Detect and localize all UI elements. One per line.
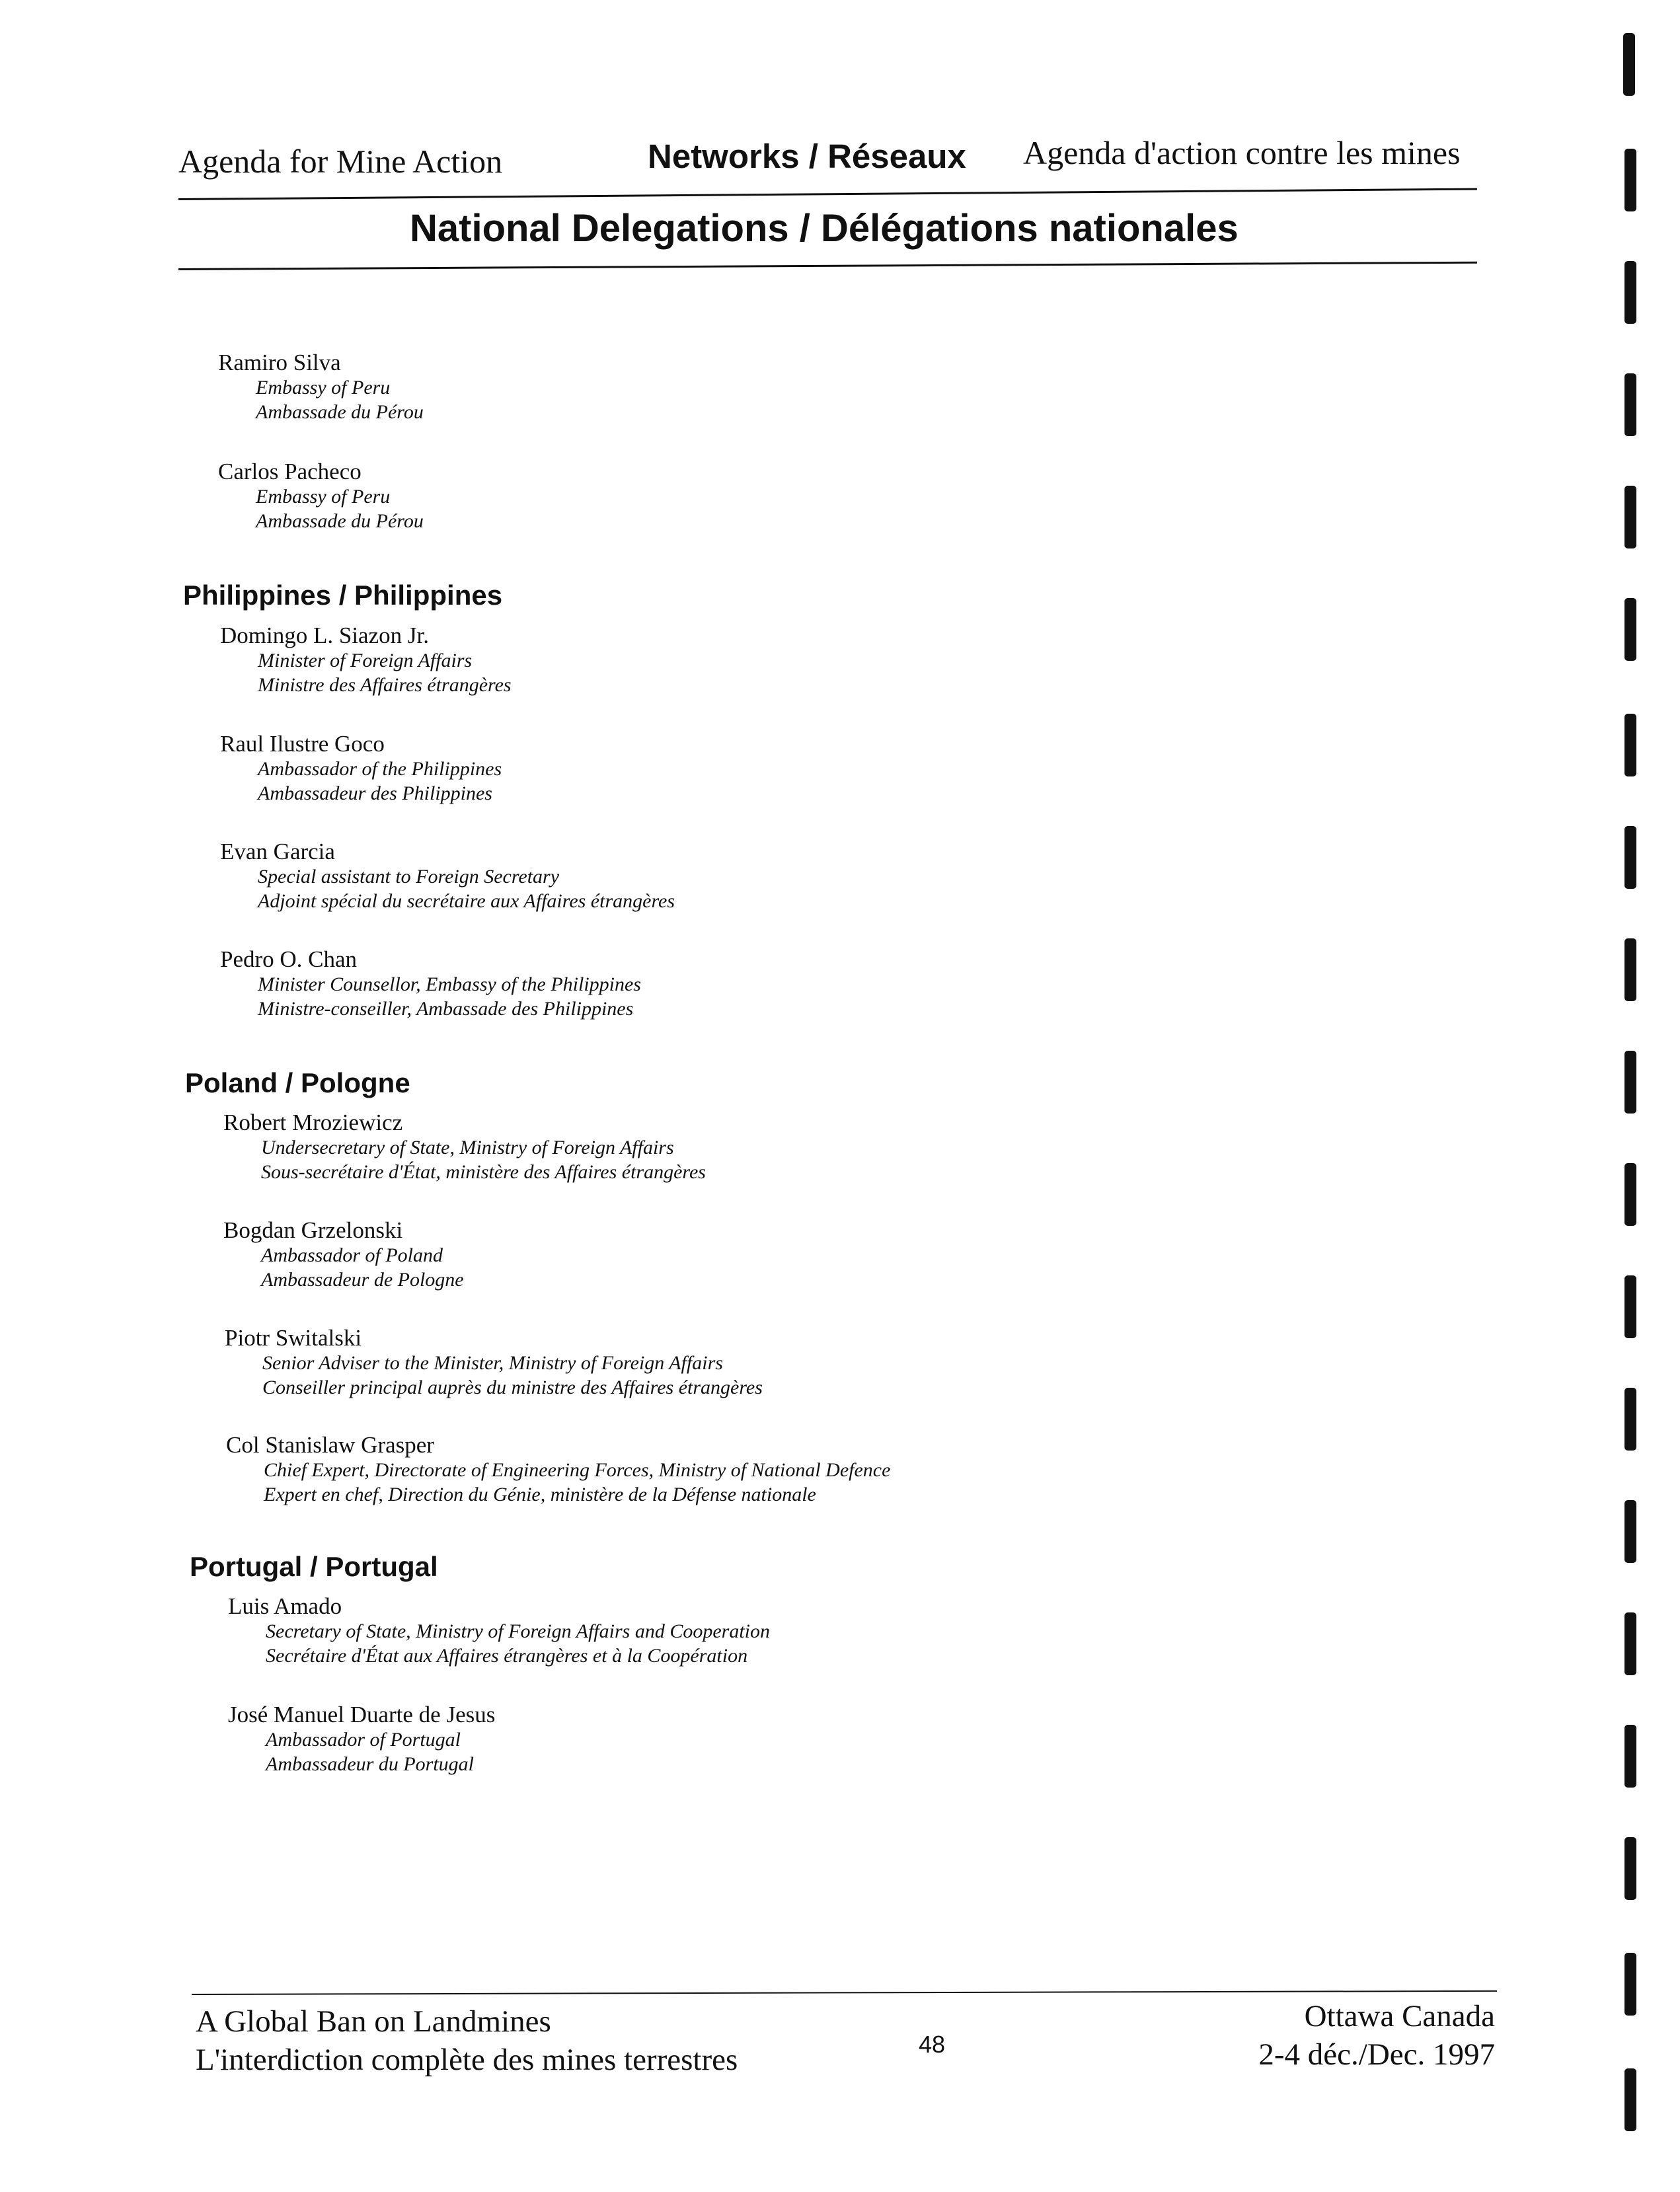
delegate-role-en: Minister of Foreign Affairs [258,650,473,671]
delegate-name: Evan Garcia [220,839,335,864]
delegate-name: Col Stanislaw Grasper [226,1432,434,1458]
delegate-entry [218,459,424,533]
header-rule [178,188,1477,200]
delegate-entry [218,350,424,424]
delegate-entry [226,1433,890,1507]
delegate-name: Domingo L. Siazon Jr. [220,623,429,648]
delegate-role-fr: Ambassadeur du Portugal [266,1753,474,1775]
section-heading-portugal: Portugal / Portugal [190,1551,438,1582]
binding-mark [1624,598,1636,661]
delegate-name: Carlos Pacheco [218,459,362,484]
binding-mark [1624,261,1636,324]
delegate-role-en: Secretary of State, Ministry of Foreign Affairs and Cooperation [266,1620,770,1642]
page-title: National Delegations / Délégations nationales [410,207,1239,250]
delegate-role-fr: Sous-secrétaire d'État, ministère des Affaires étrangères [261,1161,706,1183]
title-rule [178,262,1477,270]
binding-mark [1623,33,1635,96]
section-heading-philippines: Philippines / Philippines [183,580,503,611]
delegate-name: Robert Mroziewicz [223,1110,403,1135]
delegate-role-en: Senior Adviser to the Minister, Ministry of Foreign Affairs [262,1352,723,1374]
binding-mark [1624,1837,1636,1900]
delegate-role-fr: Ambassade du Pérou [256,510,424,532]
delegate-name: Luis Amado [228,1593,342,1619]
delegate-role-en: Ambassador of Portugal [266,1729,461,1751]
binding-mark [1624,938,1636,1001]
binding-mark [1624,1725,1636,1788]
binding-mark [1624,1500,1636,1563]
delegate-entry [225,1326,763,1400]
header-left-title: Agenda for Mine Action [178,143,503,180]
delegate-role-en: Undersecretary of State, Ministry of Foreign Affairs [261,1137,674,1158]
delegate-entry [223,1110,706,1184]
footer-right [1203,1997,1495,2074]
binding-mark [1624,2068,1636,2131]
footer-right-line2: 2-4 déc./Dec. 1997 [1258,2037,1495,2072]
binding-mark [1624,373,1636,436]
delegate-name: Piotr Switalski [225,1325,362,1351]
binding-mark [1624,1953,1636,2016]
footer-left [196,2002,738,2079]
page-number: 48 [919,2031,946,2058]
delegate-entry [220,947,641,1021]
binding-mark [1624,1275,1636,1338]
binding-mark [1624,1388,1636,1451]
binding-mark [1624,714,1636,776]
header-center-title: Networks / Réseaux [648,137,966,175]
binding-mark [1624,486,1636,548]
binding-mark [1624,1163,1636,1226]
delegate-role-fr: Ministre-conseiller, Ambassade des Philippines [258,998,634,1020]
delegate-role-fr: Ministre des Affaires étrangères [258,674,512,696]
delegate-name: José Manuel Duarte de Jesus [228,1702,496,1727]
delegate-role-fr: Expert en chef, Direction du Génie, ministère de la Défense nationale [264,1484,816,1505]
binding-mark [1624,826,1636,889]
delegate-name: Ramiro Silva [218,350,341,375]
delegate-entry [228,1702,495,1776]
delegate-name: Pedro O. Chan [220,946,358,972]
delegate-role-en: Embassy of Peru [256,377,391,398]
delegate-role-fr: Conseiller principal auprès du ministre des Affaires étrangères [262,1377,763,1398]
delegate-role-en: Special assistant to Foreign Secretary [258,866,560,888]
delegate-entry [220,839,675,913]
delegate-name: Raul Ilustre Goco [220,731,385,757]
delegate-role-en: Minister Counsellor, Embassy of the Philippines [258,973,641,995]
delegate-name: Bogdan Grzelonski [223,1217,403,1243]
footer-left-line1: A Global Ban on Landmines [196,2004,551,2039]
footer-rule [192,1990,1497,1995]
binding-mark [1624,1612,1636,1675]
footer-left-line2: L'interdiction complète des mines terrestres [196,2043,738,2077]
binding-mark [1624,1051,1636,1114]
delegate-role-fr: Ambassade du Pérou [256,401,424,423]
footer-right-line1: Ottawa Canada [1304,1999,1495,2033]
header-right-title: Agenda d'action contre les mines [1023,134,1461,171]
delegate-entry [228,1594,770,1668]
delegate-entry [220,623,512,697]
binding-mark [1624,149,1636,211]
delegate-entry [223,1218,464,1292]
delegate-role-en: Embassy of Peru [256,486,391,508]
delegate-role-fr: Ambassadeur des Philippines [258,782,492,804]
delegate-role-fr: Secrétaire d'État aux Affaires étrangères et à la Coopération [266,1645,748,1667]
delegate-role-en: Chief Expert, Directorate of Engineering Forces, Ministry of National Defence [264,1459,891,1481]
delegate-role-en: Ambassador of Poland [261,1244,443,1266]
delegate-role-fr: Ambassadeur de Pologne [261,1269,464,1291]
delegate-role-fr: Adjoint spécial du secrétaire aux Affaires étrangères [258,890,675,912]
section-heading-poland: Poland / Pologne [185,1067,410,1098]
delegate-entry [220,732,502,806]
delegate-role-en: Ambassador of the Philippines [258,758,502,780]
